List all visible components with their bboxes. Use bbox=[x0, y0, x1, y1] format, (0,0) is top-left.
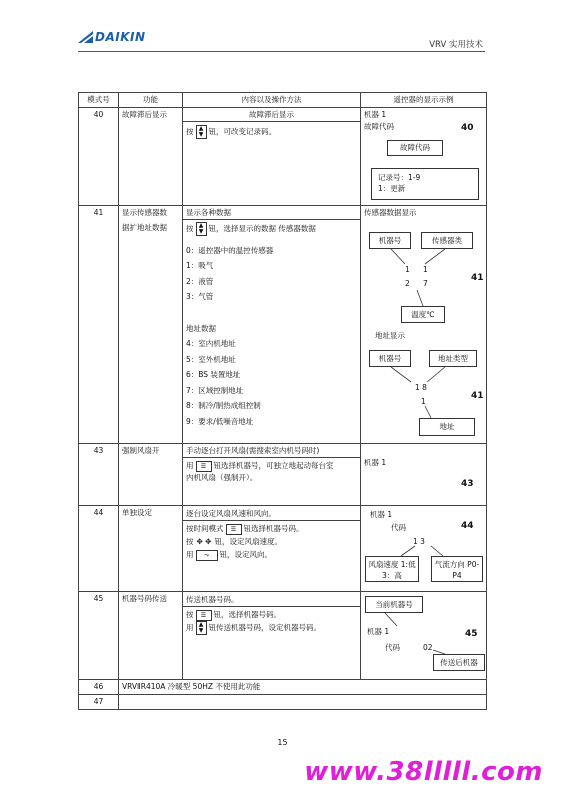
content-43 bbox=[183, 444, 361, 506]
display-44 bbox=[361, 506, 487, 592]
display-41-a2: 1 bbox=[421, 397, 426, 406]
watermark: www.38lllll.com bbox=[304, 757, 543, 787]
content-40-title: 故障滞后显示 bbox=[249, 110, 294, 119]
content-41-text-b: 钮，选择显示的数据 传感器数据 bbox=[208, 224, 316, 233]
addr-list-5: 5：室外机地址 bbox=[186, 354, 236, 364]
display-41-v3: 2 bbox=[405, 279, 410, 288]
header-rule bbox=[78, 51, 485, 52]
content-40-text-b: 钮，可改变记录码。 bbox=[208, 127, 276, 136]
content-43-text-a: 用 bbox=[186, 461, 194, 470]
display-45-box-after: 传送后机器 bbox=[433, 654, 485, 671]
content-44-text-1a: 按时间模式 bbox=[186, 524, 224, 533]
table-row-46 bbox=[79, 680, 487, 695]
content-43-title: 手动逐台打开风扇(需搜索室内机号码时) bbox=[186, 446, 320, 455]
content-47 bbox=[119, 695, 487, 710]
header-content: 内容以及操作方法 bbox=[183, 93, 361, 108]
mode-44: 44 bbox=[79, 506, 119, 592]
display-40 bbox=[361, 108, 487, 206]
updown-button-icon: ▲ ▼ bbox=[196, 621, 207, 635]
display-43 bbox=[361, 444, 487, 506]
content-45-text-2a: 用 bbox=[186, 623, 194, 632]
display-45-code: 代码 bbox=[385, 643, 400, 652]
mode-47: 47 bbox=[79, 695, 119, 710]
function-45: 机器号码传送 bbox=[119, 592, 183, 680]
content-44 bbox=[183, 506, 361, 592]
table-row-41 bbox=[79, 206, 487, 444]
function-43: 强制风扇开 bbox=[119, 444, 183, 506]
content-44-title: 逐台设定风扇风速和风向。 bbox=[186, 509, 276, 518]
display-45 bbox=[361, 592, 487, 680]
swing-button-icon: ⤳ bbox=[196, 550, 218, 561]
brand-name: DAIKIN bbox=[95, 30, 146, 44]
content-45-text-2b: 钮传送机器号码，设定机器号码。 bbox=[208, 623, 321, 632]
mode-table bbox=[78, 92, 487, 710]
daikin-logo-icon bbox=[78, 31, 93, 43]
table-row-45 bbox=[79, 592, 487, 680]
display-45-box-current: 当前机器号 bbox=[365, 596, 423, 613]
display-41-box-addrtype: 地址类型 bbox=[429, 350, 477, 367]
display-41-number-2: 41 bbox=[471, 391, 484, 401]
display-44-unit: 机器 1 bbox=[370, 510, 393, 519]
display-41 bbox=[361, 206, 487, 444]
doc-title: VRV 实用技术 bbox=[429, 40, 483, 50]
sensor-list-1: 1：吸气 bbox=[186, 261, 214, 270]
display-43-unit: 机器 1 bbox=[364, 458, 387, 467]
function-44: 单独设定 bbox=[119, 506, 183, 592]
display-41-addr-title: 地址显示 bbox=[375, 331, 405, 340]
display-44-values: 1 3 bbox=[413, 537, 425, 546]
mode-46: 46 bbox=[79, 680, 119, 695]
display-45-value: 02 bbox=[423, 643, 433, 652]
table-row-43 bbox=[79, 444, 487, 506]
display-40-box-record bbox=[371, 168, 479, 200]
display-40-unit: 机器 1 bbox=[364, 110, 387, 119]
table-row-40 bbox=[79, 108, 487, 206]
page-number: 15 bbox=[277, 738, 288, 747]
sensor-list-3: 3：气管 bbox=[186, 292, 214, 301]
content-43-text-b: 钮选择机器号，可独立地起动每台室 bbox=[213, 461, 334, 470]
addr-list-7: 7：区域控制地址 bbox=[186, 385, 244, 395]
content-43-text-c: 内机风扇（强制开）。 bbox=[186, 473, 258, 482]
content-41-title: 显示各种数据 bbox=[186, 208, 231, 217]
display-44-number: 44 bbox=[461, 521, 474, 531]
display-40-record-range: 记录号：1-9 bbox=[378, 173, 421, 182]
content-44-text-3a: 用 bbox=[186, 550, 194, 559]
display-41-a1: 1 8 bbox=[415, 383, 427, 392]
display-41-box-addr: 地址 bbox=[419, 418, 475, 436]
header-function: 功能 bbox=[119, 93, 183, 108]
display-44-code: 代码 bbox=[391, 523, 406, 532]
display-40-box-code: 故障代码 bbox=[387, 140, 443, 156]
display-45-unit: 机器 1 bbox=[367, 627, 390, 636]
display-44-box-direction: 气流方向 P0-P4 bbox=[431, 556, 483, 582]
mode-40: 40 bbox=[79, 108, 119, 206]
display-40-number: 40 bbox=[461, 123, 474, 133]
time-mode-button-icon: ☰ bbox=[226, 524, 242, 535]
mode-41: 41 bbox=[79, 206, 119, 444]
content-45-title: 传送机器号码。 bbox=[186, 595, 239, 604]
content-40-text-a: 按 bbox=[186, 127, 194, 136]
header-display: 遥控器的显示示例 bbox=[361, 93, 487, 108]
display-41-title: 传感器数据显示 bbox=[364, 208, 417, 217]
addr-list-8: 8：制冷/制热成组控制 bbox=[186, 401, 261, 410]
display-41-box-temp: 温度℃ bbox=[401, 306, 445, 323]
function-41-line1: 显示传感器数 bbox=[122, 208, 167, 217]
display-43-number: 43 bbox=[461, 479, 474, 489]
content-41-text-a: 按 bbox=[186, 224, 194, 233]
mode-45: 45 bbox=[79, 592, 119, 680]
display-41-box-unit: 机器号 bbox=[369, 232, 411, 249]
sensor-list-0: 0：遥控器中的温控传感器 bbox=[186, 245, 274, 255]
table-header-row bbox=[79, 93, 487, 108]
select-button-icon: ☰ bbox=[196, 461, 212, 472]
content-41 bbox=[183, 206, 361, 444]
fan-speed-icon: ✥ ✥ bbox=[196, 537, 212, 546]
display-41-v4: 7 bbox=[423, 279, 428, 288]
select-button-icon: ☰ bbox=[196, 610, 212, 621]
display-41-box-unit2: 机器号 bbox=[369, 350, 411, 367]
content-44-text-1b: 钮选择机器号码。 bbox=[243, 524, 304, 533]
display-41-v1: 1 bbox=[405, 265, 410, 274]
updown-button-icon: ▲ ▼ bbox=[196, 125, 207, 139]
content-40 bbox=[183, 108, 361, 206]
display-44-box-speed: 风扇速度 1:低 3：高 bbox=[365, 556, 419, 582]
function-41-line2: 据扩地址数据 bbox=[122, 223, 167, 232]
table-row-44 bbox=[79, 506, 487, 592]
content-45-text-1a: 按 bbox=[186, 610, 194, 619]
content-45 bbox=[183, 592, 361, 680]
table-row-47 bbox=[79, 695, 487, 710]
function-40: 故障滞后显示 bbox=[119, 108, 183, 206]
display-40-label: 故障代码 bbox=[364, 122, 394, 131]
display-41-box-type: 传感器类 bbox=[421, 232, 473, 249]
sensor-list-2: 2：液管 bbox=[186, 276, 214, 286]
updown-button-icon: ▲ ▼ bbox=[196, 222, 207, 236]
addr-title: 地址数据 bbox=[186, 323, 216, 333]
daikin-logo bbox=[78, 30, 178, 44]
mode-43: 43 bbox=[79, 444, 119, 506]
display-41-v2: 1 bbox=[423, 265, 428, 274]
content-44-text-2a: 按 bbox=[186, 537, 194, 546]
header-mode: 模式号 bbox=[79, 93, 119, 108]
function-41 bbox=[119, 206, 183, 444]
content-45-text-1b: 钮，选择机器号码。 bbox=[213, 610, 281, 619]
display-40-record-update: 1：更新 bbox=[378, 184, 406, 193]
display-45-number: 45 bbox=[465, 629, 478, 639]
addr-list-4: 4：室内机地址 bbox=[186, 339, 236, 348]
content-46: VRVⅡR410A 冷暖型 50HZ 不使用此功能 bbox=[119, 680, 487, 695]
content-44-text-3b: 钮，设定风向。 bbox=[219, 550, 272, 559]
addr-list-9: 9：要求/低噪音地址 bbox=[186, 416, 254, 426]
addr-list-6: 6：BS 装置地址 bbox=[186, 370, 241, 379]
display-41-number-1: 41 bbox=[471, 273, 484, 283]
content-44-text-2b: 钮，设定风扇速度。 bbox=[214, 537, 282, 546]
